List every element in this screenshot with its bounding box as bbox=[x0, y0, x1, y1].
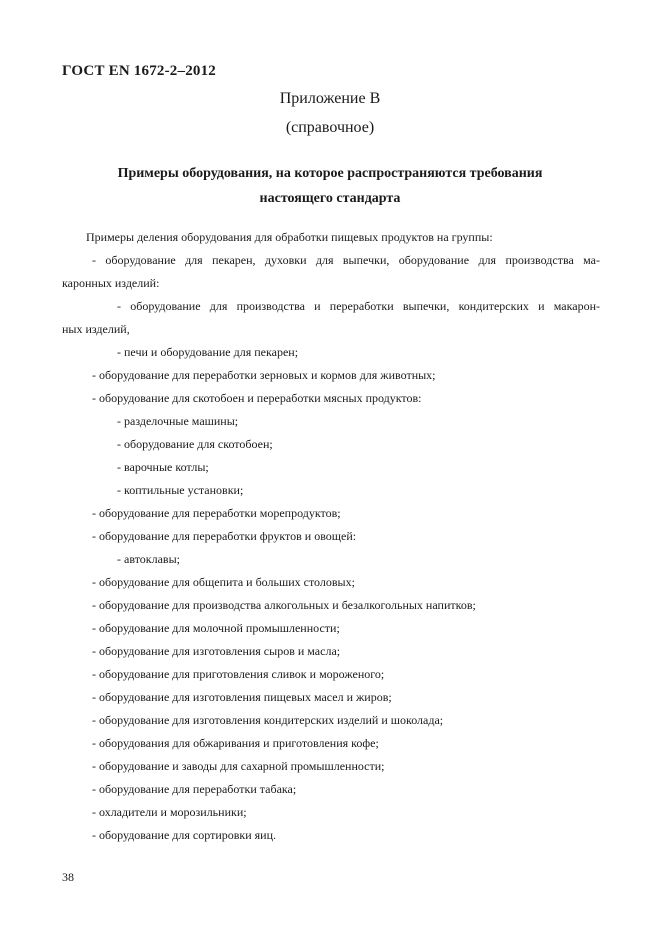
sub-list-item: - разделочные машины; bbox=[117, 414, 239, 428]
list-item: - оборудование и заводы для сахарной промышленности; bbox=[92, 759, 385, 773]
list-item: - оборудование для изготовления сыров и масла; bbox=[92, 644, 341, 658]
annex-type: (справочное) bbox=[285, 119, 375, 136]
standard-identifier: ГОСТ EN 1672-2–2012 bbox=[62, 63, 216, 79]
sub-list-item-continuation: ных изделий, bbox=[62, 322, 130, 336]
list-item-continuation: каронных изделий: bbox=[62, 276, 160, 290]
list-item: - оборудование для переработки морепродуктов; bbox=[92, 506, 341, 520]
section-heading bbox=[30, 161, 630, 211]
sub-list-item: - печи и оборудование для пекарен; bbox=[117, 345, 299, 359]
sub-list-item: - оборудование для производства и переработки выпечки, кондитерских и макарон- bbox=[117, 299, 600, 313]
intro-paragraph: Примеры деления оборудования для обработки пищевых продуктов на группы: bbox=[86, 230, 493, 244]
page-number: 38 bbox=[62, 870, 74, 884]
section-heading-line1: Примеры оборудования, на которое распространяются требования bbox=[117, 166, 543, 181]
list-item: - оборудование для переработки табака; bbox=[92, 782, 297, 796]
list-item: - оборудование для скотобоен и переработки мясных продуктов: bbox=[92, 391, 422, 405]
document-body bbox=[62, 226, 600, 847]
list-item: - оборудование для переработки фруктов и овощей: bbox=[92, 529, 357, 543]
section-heading-line2: настоящего стандарта bbox=[259, 191, 401, 206]
annex-title: Приложение В bbox=[279, 90, 381, 107]
list-item: - оборудование для молочной промышленности; bbox=[92, 621, 340, 635]
sub-list-item: - варочные котлы; bbox=[117, 460, 209, 474]
list-item: - оборудование для пекарен, духовки для выпечки, оборудование для производства ма- bbox=[92, 253, 600, 267]
sub-list-item: - автоклавы; bbox=[117, 552, 180, 566]
list-item: - оборудование для изготовления пищевых масел и жиров; bbox=[92, 690, 392, 704]
list-item: - оборудование для сортировки яиц. bbox=[92, 828, 277, 842]
list-item: - охладители и морозильники; bbox=[92, 805, 247, 819]
list-item: - оборудования для обжаривания и приготовления кофе; bbox=[92, 736, 379, 750]
list-item: - оборудование для изготовления кондитерских изделий и шоколада; bbox=[92, 713, 444, 727]
list-item: - оборудование для приготовления сливок и мороженого; bbox=[92, 667, 385, 681]
sub-list-item: - коптильные установки; bbox=[117, 483, 244, 497]
list-item: - оборудование для переработки зерновых и кормов для животных; bbox=[92, 368, 436, 382]
sub-list-item: - оборудование для скотобоен; bbox=[117, 437, 273, 451]
list-item: - оборудование для производства алкогольных и безалкогольных напитков; bbox=[92, 598, 476, 612]
list-item: - оборудование для общепита и больших столовых; bbox=[92, 575, 355, 589]
